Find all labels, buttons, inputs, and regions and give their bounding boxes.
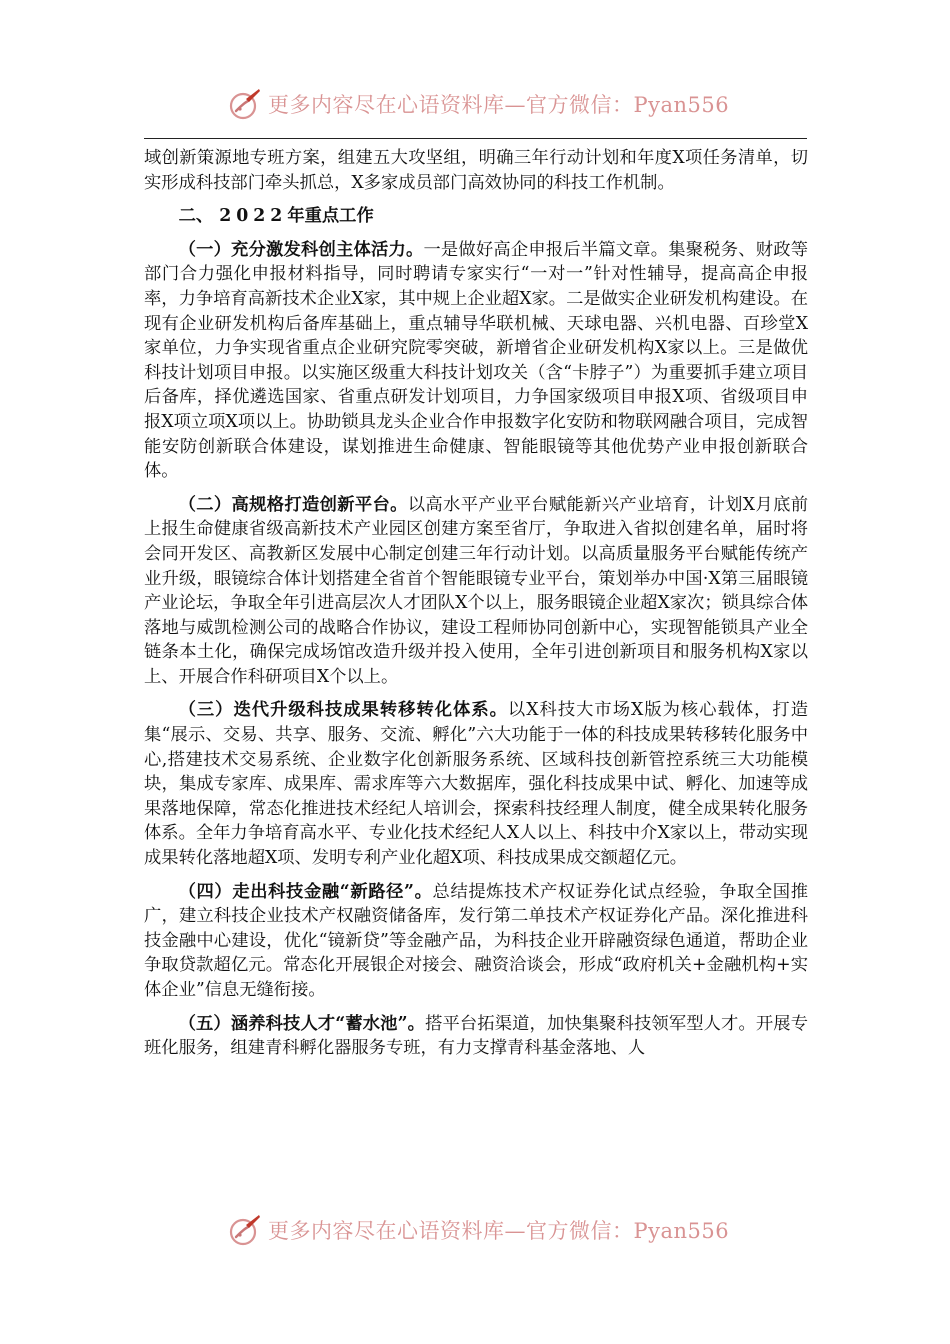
pen-seal-icon (228, 87, 262, 121)
item-1-heading: （一）充分激发科创主体活力。 (178, 239, 424, 260)
paragraph-item-5 (144, 1012, 808, 1061)
paragraph-item-2 (144, 493, 808, 690)
item-5-text: 搭平台拓渠道，加快集聚科技领军型人才。开展专班化服务，组建青科孵化器服务专班，有力支撑青科基金落地、人 (144, 1013, 808, 1059)
item-4-text: 总结提炼技术产权证券化试点经验，争取全国推广，建立科技企业技术产权融资储备库，发行第二单技术产权证券化产品。深化推进科技金融中心建设，优化“镜新贷”等金融产品，为科技企业开辟融资绿色通道，帮助企业争取贷款超亿元。常态化开展银企对接会、融资洽谈会，形成“政府机关+金融机构+实体企业”信息无缝衔接。 (144, 881, 808, 1000)
item-2-text: 以高水平产业平台赋能新兴产业培育，计划X月底前上报生命健康省级高新技术产业园区创建方案至省厅，争取进入省拟创建名单，届时将会同开发区、高教新区发展中心制定创建三年行动计划。以高质量服务平台赋能传统产业升级，眼镜综合体计划搭建全省首个智能眼镜专业平台，策划举办中国·X第三届眼镜产业论坛，争取全年引进高层次人才团队X个以上，服务眼镜企业超X家次；锁具综合体落地与威凯检测公司的战略合作协议，建设工程师协同创新中心，实现智能锁具产业全链条本土化，确保完成场馆改造升级并投入使用，全年引进创新项目和服务机构X家以上、开展合作科研项目X个以上。 (144, 494, 809, 687)
section-number: 二、 (178, 206, 214, 227)
watermark-footer (228, 1210, 729, 1250)
item-5-heading: （五）涵养科技人才“蓄水池”。 (178, 1013, 426, 1034)
paragraph-item-4 (144, 880, 808, 1003)
item-2-heading: （二）高规格打造创新平台。 (178, 494, 408, 515)
section-heading (144, 204, 808, 229)
item-3-heading: （三）迭代升级科技成果转移转化体系。 (178, 700, 508, 721)
pen-seal-icon (228, 1213, 262, 1247)
item-3-text: 以X科技大市场X版为核心载体，打造集“展示、交易、共享、服务、交流、孵化”六大功能于一体的科技成果转移转化服务中心,搭建技术交易系统、企业数字化创新服务系统、区域科技创新管控系统三大功能模块，集成专家库、成果库、需求库等六大数据库，强化科技成果中试、孵化、加速等成果落地保障，常态化推进技术经纪人培训会，探索科技经理人制度，健全成果转化服务体系。全年力争培育高水平、专业化技术经纪人X人以上、科技中介X家以上，带动实现成果转化落地超X项、发明专利产业化超X项、科技成果成交额超亿元。 (144, 700, 809, 869)
item-4-heading: （四）走出科技金融“新路径”。 (178, 881, 433, 902)
header-rule (144, 138, 807, 139)
section-year: 2022 (219, 206, 288, 227)
watermark-text: 更多内容尽在心语资料库—官方微信：Pyan556 (268, 1219, 730, 1243)
document-body (144, 146, 808, 1061)
watermark-header (228, 84, 729, 124)
continuation-paragraph: 域创新策源地专班方案，组建五大攻坚组，明确三年行动计划和年度X项任务清单，切实形成科技部门牵头抓总，X多家成员部门高效协同的科技工作机制。 (144, 148, 808, 193)
section-title: 年重点工作 (287, 206, 374, 227)
item-1-text: 一是做好高企申报后半篇文章。集聚税务、财政等部门合力强化申报材料指导，同时聘请专家实行“一对一”针对性辅导，提高高企申报率，力争培育高新技术企业X家，其中规上企业超X家。二是做实企业研发机构建设。在现有企业研发机构后备库基础上，重点辅导华联机械、天球电器、兴机电器、百珍堂X家单位，力争实现省重点企业研究院零突破，新增省企业研发机构X家以上。三是做优科技计划项目申报。以实施区级重大科技计划攻关（含“卡脖子”）为重要抓手建立项目后备库，择优遴选国家、省重点研发计划项目，力争国家级项目申报X项、省级项目申报X项立项X项以上。协助锁具龙头企业合作申报数字化安防和物联网融合项目，完成智能安防创新联合体建设，谋划推进生命健康、智能眼镜等其他优势产业申报创新联合体。 (144, 239, 809, 482)
paragraph-item-3 (144, 698, 808, 870)
paragraph-item-1 (144, 238, 808, 484)
watermark-text: 更多内容尽在心语资料库—官方微信：Pyan556 (268, 93, 730, 117)
